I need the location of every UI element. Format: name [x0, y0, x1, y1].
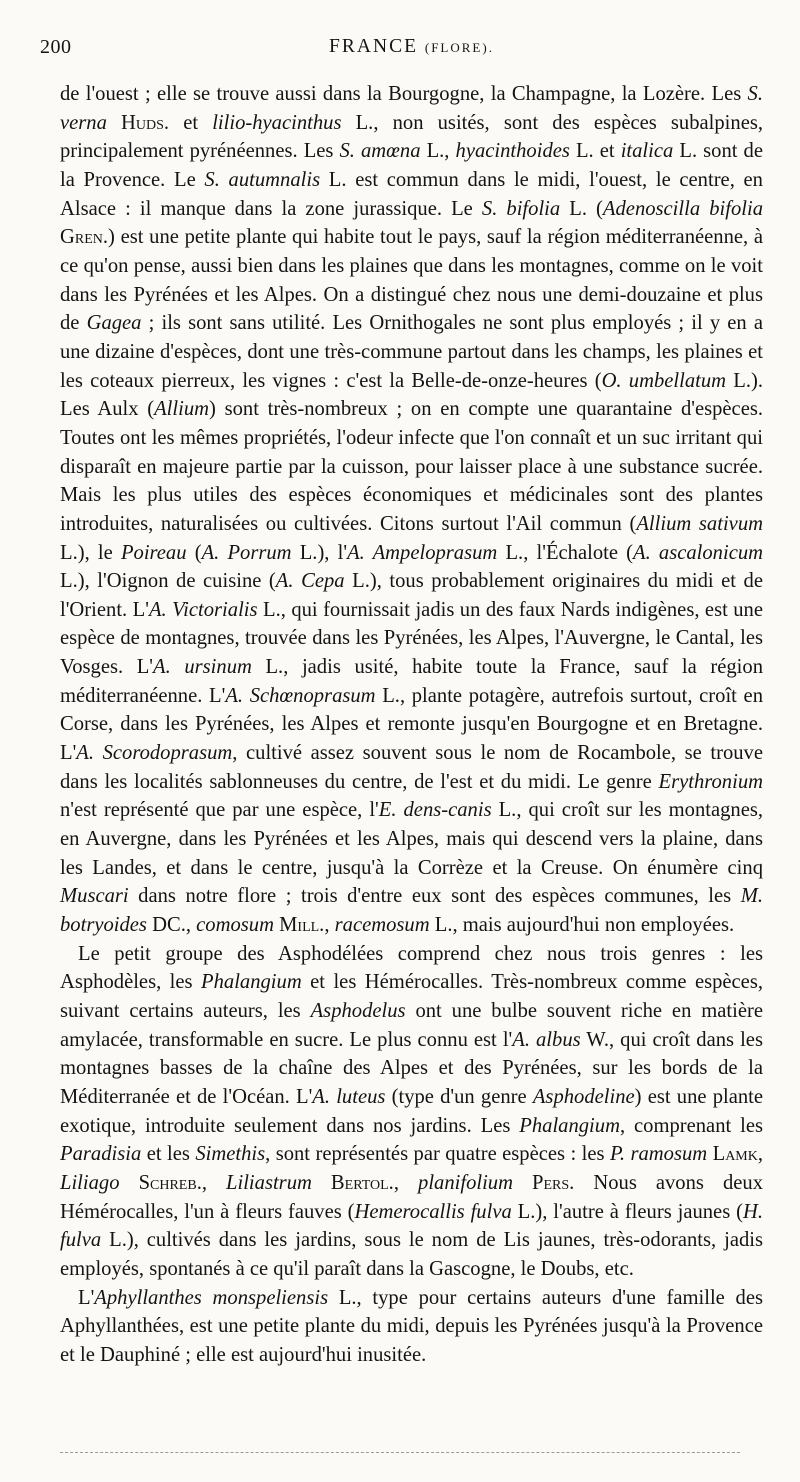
text-run: L., qui fournissait jadis un des faux Nards indigènes, est une espèce de montagnes, trouvée dans les Pyrénées, les Alpes, l'Auvergne, le Cantal, les Vosges. L'	[60, 598, 763, 679]
taxon: O. umbellatum	[601, 369, 727, 392]
text-run: ,	[393, 1171, 419, 1194]
taxon: Muscari	[60, 885, 129, 908]
taxon: S. amœna	[339, 140, 421, 163]
taxon: Phalangium	[201, 971, 302, 994]
text-run: ,	[757, 1143, 764, 1166]
paragraph-asphodelees	[60, 940, 763, 1284]
text-run: ) est une plante exotique, introduite seulement dans nos jardins. Les	[60, 1085, 764, 1137]
author-abbrev: Schreb.	[138, 1171, 202, 1194]
author-abbrev: Huds.	[121, 111, 170, 134]
taxon: racemosum	[334, 914, 430, 937]
taxon: S. autumnalis	[204, 168, 321, 191]
taxon: E. dens-canis	[378, 799, 492, 822]
taxon: A. albus	[512, 1028, 581, 1051]
taxon: Adenoscilla bifolia	[602, 197, 763, 220]
text-run: Le petit groupe des Asphodélées comprend chez nous trois genres : les Asphodèles, les	[60, 942, 763, 994]
text-run: L. (	[560, 197, 603, 220]
text-run: W., qui croît dans les montagnes basses de la chaîne des Alpes et des Pyrénées, sur les bords de la Méditerranée et de l'Océan. L'	[60, 1028, 763, 1108]
text-run: L., l'Échalote (	[497, 541, 634, 564]
text-run: L., mais aujourd'hui non employées.	[429, 914, 735, 937]
text-run: , comprenant les	[619, 1114, 763, 1137]
running-title	[60, 36, 763, 58]
text-run: L., type pour certains auteurs d'une famille des Aphyllanthées, est une petite plante du midi, depuis les Pyrénées jusqu'à la Provence et le Dauphiné ; elle est aujourd'hui inusitée.	[60, 1286, 763, 1366]
taxon: planifolium	[418, 1171, 513, 1194]
taxon: M. botryoides	[60, 885, 763, 937]
text-run: L.), tous probablement originaires du midi et de l'Orient. L'	[60, 570, 763, 621]
text-run: L. sont de la Provence. Le	[60, 140, 763, 191]
taxon: Gagea	[86, 312, 142, 335]
taxon: A. Ampeloprasum	[347, 541, 498, 564]
text-run: L.), l'Oignon de cuisine (	[60, 570, 276, 593]
taxon: Asphodeline	[532, 1085, 635, 1108]
text-run: L.), l'	[291, 541, 348, 564]
text-run: n'est représenté que par une espèce, l'	[60, 799, 379, 822]
taxon: Paradisia	[60, 1143, 142, 1166]
text-run: L., plante potagère, autrefois surtout, croît en Corse, dans les Pyrénées, les Alpes et remonte jusqu'en Bourgogne et en Bretagne. L'	[60, 684, 763, 765]
text-run: L.). Les Aulx (	[60, 369, 764, 421]
taxon: A. ascalonicum	[633, 541, 764, 564]
taxon: P. ramosum	[609, 1143, 708, 1166]
text-run: ) est une petite plante qui habite tout le pays, sauf la région méditerranéenne, à ce qu'on pense, aussi bien dans les plaines que dans les montagnes, comme on le voit dans les Pyrénées et les Alpes. On a distingué chez nous une demi-douzaine et plus de	[60, 226, 763, 335]
page-number: 200	[40, 36, 72, 58]
paragraph-scilla-allium	[60, 80, 763, 940]
text-run: ; ils sont sans utilité. Les Ornithogales ne sont plus employés ; il y en a une dizaine d'espèces, dont une très-commune partout dans les champs, les plaines et les coteaux pierreux, les vignes : c'est la Belle-de-onze-heures (	[60, 312, 763, 392]
body-text	[60, 80, 763, 1370]
taxon: Asphodelus	[310, 1000, 406, 1022]
taxon: A. Scorodoprasum	[76, 742, 233, 765]
text-run: , cultivé assez souvent sous le nom de Rocambole, se trouve dans les localités sablonneuses du centre, de l'est et du midi. Le genre	[60, 742, 763, 793]
text-run: Nous avons deux Hémérocalles, l'un à fleurs fauves (	[60, 1171, 763, 1223]
text-run: (type d'un genre	[385, 1085, 533, 1108]
text-run: , sont représentés par quatre espèces : les	[265, 1143, 610, 1166]
taxon: Phalangium	[519, 1114, 620, 1137]
text-run: (	[186, 541, 202, 564]
taxon: lilio-hyacinthus	[212, 111, 342, 134]
taxon: A. Cepa	[275, 570, 345, 593]
text-run: ) sont très-nombreux ; on en compte une quarantaine d'espèces. Toutes ont les mêmes propriétés, l'odeur infecte que l'on connaît et un suc irritant qui disparaît en majeure partie par la cuisson, pour laisser place à une substance sucrée. Mais les plus utiles des espèces économiques et médicinales sont des plantes introduites, naturalisées ou cultivées. Citons surtout l'Ail commun (	[60, 398, 763, 535]
author-abbrev: Lamk	[712, 1143, 758, 1166]
text-run: L.), le	[60, 541, 121, 564]
taxon: A. Porrum	[201, 541, 292, 564]
taxon: A. ursinum	[153, 656, 252, 679]
text-run: ,	[201, 1171, 227, 1194]
author-abbrev: Gren.	[60, 226, 109, 249]
taxon: S. bifolia	[481, 197, 561, 220]
taxon: Allium	[154, 398, 210, 421]
taxon: Poireau	[120, 541, 187, 564]
text-run: L.), cultivés dans les jardins, sous le nom de Lis jaunes, très-odorants, jadis employés, spontanés à ce qu'il paraît dans la Gascogne, le Doubs, etc.	[60, 1229, 763, 1280]
text-run: DC.,	[146, 914, 197, 937]
taxon: H. fulva	[60, 1200, 763, 1252]
running-title-main: FRANCE	[329, 36, 418, 57]
text-run: et les	[141, 1143, 196, 1166]
taxon: A. luteus	[312, 1085, 386, 1108]
author-abbrev: Bertol.	[330, 1171, 394, 1194]
text-run: L. et	[569, 140, 621, 163]
text-run: et les Hémérocalles. Très-nombreux comme espèces, suivant certains auteurs, les	[60, 971, 763, 1022]
text-run: L'	[78, 1286, 95, 1309]
taxon: Aphyllanthes monspeliensis	[94, 1286, 329, 1309]
taxon: Allium sativum	[636, 512, 763, 535]
taxon: Simethis	[195, 1143, 266, 1166]
text-run: L. est commun dans le midi, l'ouest, le centre, en Alsace : il manque dans la zone jurassique. Le	[60, 168, 763, 220]
text-run: ont une bulbe souvent riche en matière amylacée, transformable en sucre. Le plus connu est l'	[60, 1000, 764, 1051]
taxon: Liliastrum	[226, 1171, 312, 1194]
text-run: L.), l'autre à fleurs jaunes (	[511, 1200, 743, 1223]
text-run: de l'ouest ; elle se trouve aussi dans la Bourgogne, la Champagne, la Lozère. Les	[60, 83, 748, 105]
taxon: hyacinthoides	[455, 140, 570, 163]
author-abbrev: Mill.	[279, 914, 325, 937]
text-run: L., jadis usité, habite toute la France, sauf la région méditerranéenne. L'	[60, 656, 763, 707]
taxon: Hemerocallis fulva	[354, 1200, 512, 1223]
taxon: A. Schœnoprasum	[225, 684, 376, 707]
text-run: L., non usités, sont des espèces subalpines, principalement pyrénéennes. Les	[60, 111, 763, 163]
text-run: L., qui croît sur les montagnes, en Auvergne, dans les Pyrénées et les Alpes, mais qui descend vers la plaine, dans les Landes, et dans le centre, jusqu'à la Corrèze et la Creuse. On énumère cinq	[60, 799, 763, 879]
text-run: L.,	[420, 140, 456, 163]
paragraph-aphyllanthes	[60, 1284, 763, 1370]
text-run: et	[169, 111, 213, 134]
taxon: Liliago	[60, 1171, 120, 1194]
taxon: S. verna	[60, 83, 763, 134]
taxon: italica	[620, 140, 674, 163]
author-abbrev: Pers.	[532, 1171, 575, 1194]
text-run: dans notre flore ; trois d'entre eux sont des espèces communes, les	[128, 885, 741, 908]
taxon: A. Victorialis	[148, 598, 258, 621]
text-run: ,	[324, 914, 335, 937]
taxon: Erythronium	[658, 770, 763, 793]
bottom-dashed-rule	[60, 1452, 740, 1453]
taxon: comosum	[196, 914, 274, 937]
page-header	[40, 36, 763, 66]
running-title-sub: (FLORE).	[424, 40, 494, 55]
